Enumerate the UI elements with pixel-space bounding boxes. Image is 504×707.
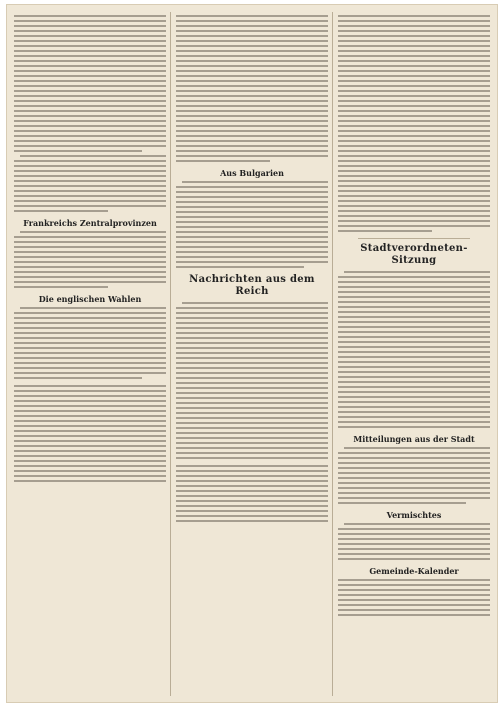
text-block [338, 523, 490, 560]
article-heading: Nachrichten aus dem Reich [189, 274, 315, 297]
article [338, 243, 490, 428]
column-3 [338, 12, 490, 696]
section-divider [358, 238, 470, 239]
text-block [176, 302, 328, 459]
text-block [338, 15, 490, 232]
column-2 [176, 12, 328, 696]
article [176, 465, 328, 522]
article [176, 15, 328, 162]
text-block [14, 15, 166, 212]
article [338, 15, 490, 232]
text-block [176, 465, 328, 522]
text-block [14, 307, 166, 379]
article [14, 15, 166, 212]
column-1 [14, 12, 166, 696]
article [14, 218, 166, 288]
text-block [176, 15, 328, 162]
text-block [14, 231, 166, 288]
column-rule [332, 12, 333, 696]
text-block [14, 385, 166, 482]
article [14, 385, 166, 482]
article-heading: Stadtverordneten-Sitzung [360, 243, 468, 266]
column-rule [170, 12, 171, 696]
article-heading: Gemeinde-Kalender [369, 566, 459, 576]
text-block [338, 579, 490, 616]
text-block [338, 447, 490, 504]
text-block [176, 181, 328, 268]
article-heading: Vermischtes [386, 510, 442, 520]
article-heading: Frankreichs Zentralprovinzen [23, 218, 157, 228]
article [338, 434, 490, 504]
text-block [338, 271, 490, 428]
article [176, 274, 328, 459]
article-heading: Die englischen Wahlen [38, 294, 142, 304]
article-heading: Mitteilungen aus der Stadt [353, 434, 475, 444]
article [338, 510, 490, 560]
newspaper-page [6, 4, 498, 703]
article-heading: Aus Bulgarien [220, 168, 284, 178]
article [14, 294, 166, 379]
article [176, 168, 328, 268]
article [338, 566, 490, 616]
